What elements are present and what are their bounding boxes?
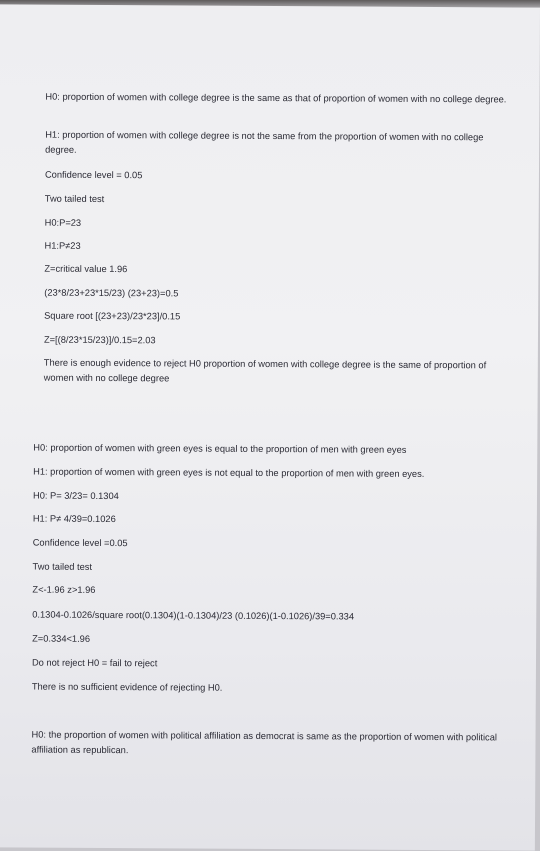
s1-z-statistic: Z=[(8/23*15/23)]/0.15=2.03 bbox=[43, 334, 156, 346]
s1-conclusion: There is enough evidence to reject H0 proportion of women with college degree is the same of proportion of women with no college degree bbox=[43, 357, 487, 384]
s2-women-proportion: H0: P= 3/23= 0.1304 bbox=[32, 490, 119, 502]
s3-null-hypothesis: H0: the proportion of women with political affiliation as democrat is same as the proportion of women with political affiliation as republican. bbox=[31, 729, 497, 756]
s1-critical-value: Z=critical value 1.96 bbox=[44, 263, 128, 275]
s1-pooled-proportion: (23*8/23+23*15/23) (23+23)=0.5 bbox=[44, 287, 179, 299]
s1-null-hypothesis: H0: proportion of women with college degree is the same as that of proportion of women with no college degree. bbox=[45, 91, 507, 105]
s1-test-type: Two tailed test bbox=[44, 193, 105, 204]
s1-alt-value: H1:P≠23 bbox=[44, 240, 81, 251]
s2-test-type: Two tailed test bbox=[32, 561, 93, 572]
s2-null-hypothesis: H0: proportion of women with green eyes is equal to the proportion of men with green eyes bbox=[33, 442, 407, 455]
document-page bbox=[0, 4, 540, 850]
s2-critical-region: Z<-1.96 z>1.96 bbox=[32, 584, 96, 595]
s1-alt-hypothesis: H1: proportion of women with college degree is not the same from the proportion of women with no college degree. bbox=[45, 129, 484, 155]
s1-confidence-level: Confidence level = 0.05 bbox=[44, 169, 143, 181]
s2-men-proportion: H1: P≠ 4/39=0.1026 bbox=[32, 513, 116, 525]
s2-conclusion: There is no sufficient evidence of rejecting H0. bbox=[31, 681, 223, 693]
s2-decision: Do not reject H0 = fail to reject bbox=[31, 657, 158, 669]
s2-calculation: 0.1304-0.1026/square root(0.1304)(1-0.1304)/23 (0.1026)(1-0.1026)/39=0.334 bbox=[32, 609, 355, 622]
s1-square-root: Square root [(23+23)/23*23]/0.15 bbox=[44, 310, 181, 322]
s1-null-value: H0:P=23 bbox=[44, 217, 82, 228]
s2-alt-hypothesis: H1: proportion of women with green eyes is not equal to the proportion of men with green eyes. bbox=[33, 466, 425, 479]
s2-z-statistic: Z=0.334<1.96 bbox=[32, 633, 91, 644]
s2-confidence-level: Confidence level =0.05 bbox=[32, 537, 128, 549]
